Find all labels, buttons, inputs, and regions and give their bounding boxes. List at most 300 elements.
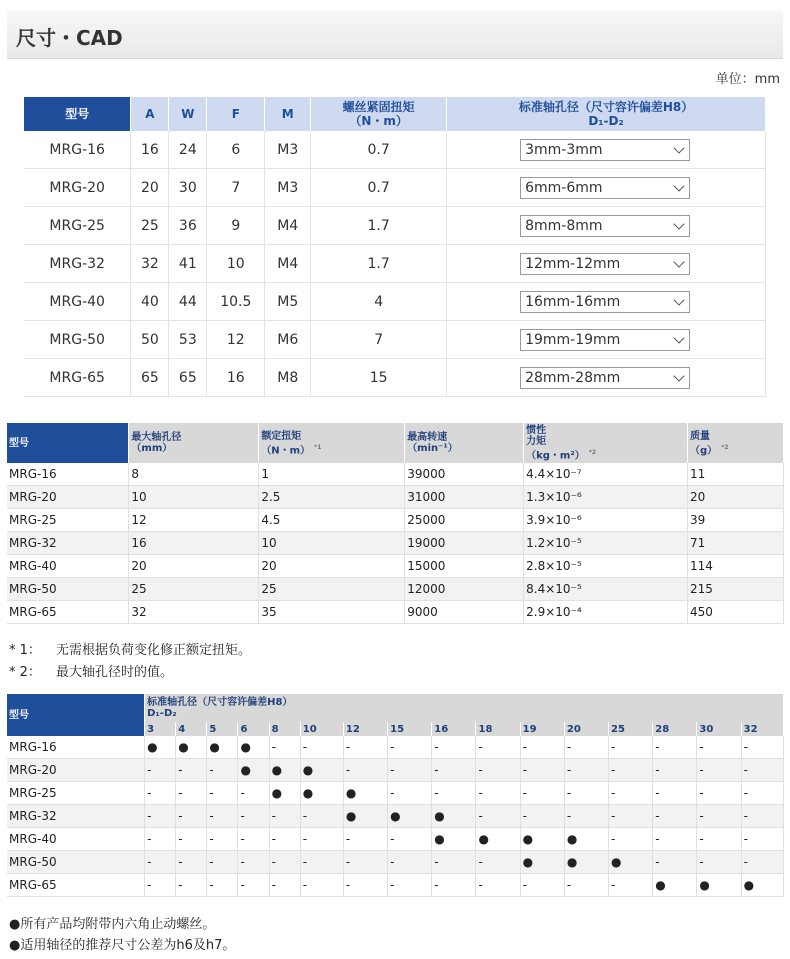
bore-size-select-value: 6mm-6mm — [525, 179, 603, 196]
footer-note-1: ●所有产品均附带内六角止动螺丝。 — [9, 917, 216, 932]
chevron-down-icon — [673, 332, 684, 343]
header-screw-torque — [311, 97, 447, 131]
dimension-table-row — [24, 169, 766, 207]
bore-availability-cell: ● — [145, 736, 176, 759]
dimension-table — [24, 97, 766, 397]
bore-availability-cell: - — [697, 736, 741, 759]
bore-availability-cell: - — [432, 759, 476, 782]
spec-table-row — [7, 509, 784, 532]
spec-table-row — [7, 578, 784, 601]
bore-availability-cell: - — [432, 851, 476, 874]
bore-availability-cell: - — [238, 828, 269, 851]
bore-availability-cell: - — [145, 874, 176, 897]
bore-size-select-value: 8mm-8mm — [525, 217, 603, 234]
spec-cell-model: MRG-32 — [7, 532, 129, 555]
chevron-down-icon — [673, 256, 684, 267]
bore-availability-cell: ● — [432, 828, 476, 851]
cell-m: M4 — [265, 245, 311, 283]
bore-availability-cell: - — [238, 782, 269, 805]
cell-screw-torque: 15 — [311, 359, 447, 397]
bore-availability-cell: - — [300, 874, 343, 897]
bore-availability-cell: - — [741, 759, 783, 782]
bore-availability-cell: - — [476, 874, 520, 897]
spec-cell-model: MRG-20 — [7, 486, 129, 509]
spec-cell-torque: 20 — [259, 555, 405, 578]
spec-cell-torque: 2.5 — [259, 486, 405, 509]
bore-size-select-value: 12mm-12mm — [525, 255, 621, 272]
bore-availability-cell: - — [343, 851, 387, 874]
spec-cell-bore: 25 — [129, 578, 259, 601]
bore-availability-cell: - — [697, 805, 741, 828]
bore-availability-cell: - — [741, 851, 783, 874]
bore-size-select[interactable] — [520, 329, 690, 351]
bore-availability-cell: ● — [300, 782, 343, 805]
cell-bore-select — [447, 207, 766, 245]
bore-availability-cell: - — [609, 736, 653, 759]
spec-header-torque — [259, 423, 405, 463]
bore-availability-cell: ● — [697, 874, 741, 897]
bore-availability-cell: - — [697, 759, 741, 782]
spec-header-mass-unit: （g） — [690, 444, 718, 456]
bore-size-header: 12 — [343, 722, 387, 736]
bore-availability-cell: - — [207, 851, 238, 874]
cell-a: 16 — [131, 131, 169, 169]
bore-table-row — [7, 759, 784, 782]
bore-cell-model: MRG-50 — [7, 851, 145, 874]
spec-header-inertia-label-b: 力矩 — [526, 436, 547, 447]
bore-availability-cell: - — [388, 828, 432, 851]
bore-availability-cell: - — [432, 736, 476, 759]
bore-availability-cell: - — [520, 759, 564, 782]
dimension-table-row — [24, 321, 766, 359]
bore-availability-cell: - — [609, 805, 653, 828]
cell-model: MRG-32 — [24, 245, 131, 283]
bore-size-header: 30 — [697, 722, 741, 736]
spec-cell-torque: 1 — [259, 463, 405, 486]
note-2 — [9, 661, 173, 680]
bore-size-select[interactable] — [520, 177, 690, 199]
bore-cell-model: MRG-65 — [7, 874, 145, 897]
bore-availability-cell: - — [564, 782, 608, 805]
bore-size-header: 15 — [388, 722, 432, 736]
bore-availability-cell: - — [343, 874, 387, 897]
cell-m: M5 — [265, 283, 311, 321]
cell-screw-torque: 0.7 — [311, 169, 447, 207]
bore-availability-cell: - — [145, 782, 176, 805]
bore-availability-cell: - — [176, 874, 207, 897]
bore-availability-cell: - — [343, 759, 387, 782]
bore-availability-cell: - — [432, 782, 476, 805]
bore-table-row — [7, 874, 784, 897]
spec-cell-mass: 39 — [688, 509, 784, 532]
bore-availability-cell: - — [388, 736, 432, 759]
bore-availability-cell: - — [520, 874, 564, 897]
spec-header-bore — [129, 423, 259, 463]
spec-cell-bore: 10 — [129, 486, 259, 509]
cell-f: 7 — [207, 169, 265, 207]
cell-w: 65 — [169, 359, 207, 397]
cell-bore-select — [447, 359, 766, 397]
spec-table-header — [7, 423, 784, 463]
bore-availability-cell: - — [653, 782, 697, 805]
bore-availability-cell: ● — [207, 736, 238, 759]
spec-table-row — [7, 555, 784, 578]
cell-screw-torque: 1.7 — [311, 245, 447, 283]
spec-header-inertia-unit: （kg・m²） — [526, 450, 585, 462]
bore-availability-cell: ● — [343, 782, 387, 805]
spec-header-mass — [688, 423, 784, 463]
bore-header-model: 型号 — [7, 694, 145, 736]
header-standard-bore-sub: D₁-D₂ — [588, 114, 624, 128]
spec-cell-bore: 16 — [129, 532, 259, 555]
cell-a: 20 — [131, 169, 169, 207]
bore-table-row — [7, 736, 784, 759]
spec-cell-model: MRG-65 — [7, 601, 129, 624]
bore-size-header: 32 — [741, 722, 783, 736]
spec-cell-model: MRG-16 — [7, 463, 129, 486]
header-standard-bore-label: 标准轴孔径（尺寸容许偏差H8） — [518, 100, 694, 114]
bore-availability-cell: - — [176, 805, 207, 828]
bore-availability-cell: - — [609, 782, 653, 805]
cell-f: 6 — [207, 131, 265, 169]
spec-cell-inertia: 1.3×10⁻⁶ — [524, 486, 688, 509]
bore-availability-cell: ● — [653, 874, 697, 897]
bore-size-header: 25 — [609, 722, 653, 736]
cell-bore-select — [447, 283, 766, 321]
cell-model: MRG-50 — [24, 321, 131, 359]
spec-cell-bore: 12 — [129, 509, 259, 532]
chevron-down-icon — [673, 180, 684, 191]
bore-cell-model: MRG-16 — [7, 736, 145, 759]
spec-table-row — [7, 463, 784, 486]
dimension-table-header — [24, 97, 766, 131]
spec-header-inertia-note: *2 — [588, 449, 597, 456]
spec-cell-mass: 71 — [688, 532, 784, 555]
bore-size-select[interactable] — [520, 367, 690, 389]
bore-cell-model: MRG-32 — [7, 805, 145, 828]
bore-size-select[interactable] — [520, 253, 690, 275]
bore-availability-cell: - — [145, 805, 176, 828]
bore-availability-cell: - — [269, 828, 300, 851]
header-f: F — [207, 97, 265, 131]
bore-availability-cell: - — [520, 736, 564, 759]
bore-table-row — [7, 805, 784, 828]
cell-f: 10.5 — [207, 283, 265, 321]
bore-availability-cell: - — [476, 759, 520, 782]
spec-cell-mass: 114 — [688, 555, 784, 578]
cell-w: 36 — [169, 207, 207, 245]
bore-availability-cell: - — [207, 874, 238, 897]
bore-size-select[interactable] — [520, 215, 690, 237]
chevron-down-icon — [673, 294, 684, 305]
cell-f: 12 — [207, 321, 265, 359]
bore-size-header: 8 — [269, 722, 300, 736]
bore-availability-cell: - — [269, 851, 300, 874]
dimension-table-row — [24, 207, 766, 245]
note-1 — [9, 639, 251, 658]
spec-cell-speed: 25000 — [405, 509, 524, 532]
bore-availability-cell: ● — [564, 851, 608, 874]
bore-availability-cell: - — [476, 782, 520, 805]
bore-availability-cell: - — [238, 874, 269, 897]
spec-table — [7, 423, 784, 624]
bore-size-select[interactable] — [520, 139, 690, 161]
bore-size-select-value: 16mm-16mm — [525, 293, 621, 310]
bore-availability-cell: - — [697, 851, 741, 874]
bore-cell-model: MRG-20 — [7, 759, 145, 782]
bore-availability-cell: - — [609, 759, 653, 782]
spec-cell-torque: 25 — [259, 578, 405, 601]
bore-availability-cell: - — [697, 782, 741, 805]
cell-a: 50 — [131, 321, 169, 359]
bore-availability-cell: - — [388, 874, 432, 897]
spec-header-mass-note: *2 — [721, 443, 729, 451]
bore-availability-cell: - — [432, 874, 476, 897]
chevron-down-icon — [673, 218, 684, 229]
spec-cell-bore: 20 — [129, 555, 259, 578]
cell-f: 9 — [207, 207, 265, 245]
header-screw-torque-unit: （N・m） — [349, 114, 408, 128]
bore-availability-cell: - — [388, 782, 432, 805]
dimension-table-row — [24, 245, 766, 283]
bore-availability-cell: ● — [269, 759, 300, 782]
cell-bore-select — [447, 169, 766, 207]
bore-size-select[interactable] — [520, 291, 690, 313]
bore-size-header: 5 — [207, 722, 238, 736]
bore-availability-cell: - — [176, 851, 207, 874]
cell-screw-torque: 0.7 — [311, 131, 447, 169]
spec-table-row — [7, 601, 784, 624]
bore-availability-cell: - — [741, 805, 783, 828]
cell-model: MRG-20 — [24, 169, 131, 207]
spec-cell-mass: 20 — [688, 486, 784, 509]
bore-availability-cell: - — [207, 782, 238, 805]
cell-screw-torque: 4 — [311, 283, 447, 321]
spec-cell-mass: 450 — [688, 601, 784, 624]
bore-size-header: 19 — [520, 722, 564, 736]
cell-w: 44 — [169, 283, 207, 321]
bore-header-title-label: 标准轴孔径（尺寸容许偏差H8） — [147, 697, 293, 708]
spec-cell-bore: 32 — [129, 601, 259, 624]
cell-a: 40 — [131, 283, 169, 321]
cell-m: M3 — [265, 169, 311, 207]
bore-size-header: 6 — [238, 722, 269, 736]
bore-size-header: 16 — [432, 722, 476, 736]
spec-cell-speed: 19000 — [405, 532, 524, 555]
bore-cell-model: MRG-25 — [7, 782, 145, 805]
unit-label: 单位：mm — [715, 72, 780, 87]
bore-availability-cell: ● — [238, 759, 269, 782]
spec-cell-model: MRG-50 — [7, 578, 129, 601]
bore-availability-cell: - — [564, 805, 608, 828]
bore-size-header: 18 — [476, 722, 520, 736]
chevron-down-icon — [673, 142, 684, 153]
spec-header-inertia-label-a: 惯性 — [526, 425, 547, 436]
cell-w: 24 — [169, 131, 207, 169]
spec-cell-model: MRG-40 — [7, 555, 129, 578]
bore-availability-cell: - — [300, 805, 343, 828]
bore-availability-cell: - — [145, 828, 176, 851]
bore-availability-cell: - — [269, 736, 300, 759]
header-standard-bore — [447, 97, 766, 131]
bore-availability-cell: - — [609, 874, 653, 897]
cell-m: M4 — [265, 207, 311, 245]
bore-availability-cell: - — [476, 851, 520, 874]
bore-availability-cell: ● — [564, 828, 608, 851]
bore-size-select-value: 3mm-3mm — [525, 141, 603, 158]
bore-header-subtitle: D₁-D₂ — [147, 708, 177, 719]
cell-screw-torque: 7 — [311, 321, 447, 359]
cell-w: 53 — [169, 321, 207, 359]
cell-screw-torque: 1.7 — [311, 207, 447, 245]
spec-cell-model: MRG-25 — [7, 509, 129, 532]
bore-availability-cell: - — [388, 759, 432, 782]
bore-availability-cell: - — [207, 759, 238, 782]
bore-availability-cell: - — [176, 828, 207, 851]
spec-cell-speed: 15000 — [405, 555, 524, 578]
spec-header-bore-unit: （mm） — [131, 443, 173, 455]
spec-cell-torque: 10 — [259, 532, 405, 555]
spec-cell-inertia: 4.4×10⁻⁷ — [524, 463, 688, 486]
spec-header-model: 型号 — [7, 423, 129, 463]
bore-availability-cell: - — [343, 828, 387, 851]
bore-availability-cell: ● — [609, 851, 653, 874]
spec-cell-inertia: 8.4×10⁻⁵ — [524, 578, 688, 601]
chevron-down-icon — [673, 370, 684, 381]
cell-model: MRG-65 — [24, 359, 131, 397]
bore-availability-cell: - — [741, 828, 783, 851]
header-model: 型号 — [24, 97, 131, 131]
cell-f: 16 — [207, 359, 265, 397]
dimension-table-row — [24, 131, 766, 169]
bore-table — [7, 694, 784, 897]
bore-availability-cell: - — [207, 805, 238, 828]
cell-bore-select — [447, 321, 766, 359]
spec-header-mass-label: 质量 — [690, 430, 711, 442]
spec-header-inertia — [524, 423, 688, 463]
bore-availability-cell: - — [238, 851, 269, 874]
spec-cell-torque: 35 — [259, 601, 405, 624]
cell-m: M8 — [265, 359, 311, 397]
bore-availability-cell: - — [741, 736, 783, 759]
section-title: 尺寸・CAD — [16, 26, 123, 50]
bore-availability-cell: - — [388, 851, 432, 874]
cell-model: MRG-40 — [24, 283, 131, 321]
cell-bore-select — [447, 131, 766, 169]
bore-size-select-value: 19mm-19mm — [525, 331, 621, 348]
cell-w: 41 — [169, 245, 207, 283]
bore-availability-cell: - — [269, 874, 300, 897]
bore-table-row — [7, 782, 784, 805]
spec-table-row — [7, 486, 784, 509]
bore-availability-cell: - — [653, 828, 697, 851]
bore-availability-cell: - — [653, 851, 697, 874]
spec-cell-inertia: 2.9×10⁻⁴ — [524, 601, 688, 624]
bore-availability-cell: - — [653, 736, 697, 759]
bore-availability-cell: - — [300, 828, 343, 851]
spec-cell-inertia: 3.9×10⁻⁶ — [524, 509, 688, 532]
cell-w: 30 — [169, 169, 207, 207]
cell-a: 32 — [131, 245, 169, 283]
bore-availability-cell: ● — [176, 736, 207, 759]
bore-availability-cell: - — [176, 759, 207, 782]
bore-size-header: 28 — [653, 722, 697, 736]
bore-availability-cell: - — [476, 805, 520, 828]
bore-table-row — [7, 851, 784, 874]
dimension-table-row — [24, 283, 766, 321]
note-2-text: 最大轴孔径时的值。 — [56, 665, 174, 680]
cell-model: MRG-25 — [24, 207, 131, 245]
note-1-text: 无需根据负荷变化修正额定扭矩。 — [56, 643, 252, 658]
bore-table-row — [7, 828, 784, 851]
bore-size-header: 10 — [300, 722, 343, 736]
cell-a: 65 — [131, 359, 169, 397]
bore-availability-cell: ● — [741, 874, 783, 897]
bore-availability-cell: - — [564, 874, 608, 897]
footer-note-2: ●适用轴径的推荐尺寸公差为h6及h7。 — [9, 938, 236, 953]
bore-availability-cell: ● — [520, 828, 564, 851]
bore-availability-cell: ● — [432, 805, 476, 828]
bore-size-header: 20 — [564, 722, 608, 736]
bore-availability-cell: - — [300, 851, 343, 874]
spec-cell-speed: 31000 — [405, 486, 524, 509]
bore-cell-model: MRG-40 — [7, 828, 145, 851]
spec-cell-speed: 39000 — [405, 463, 524, 486]
bore-availability-cell: ● — [388, 805, 432, 828]
bore-availability-cell: - — [741, 782, 783, 805]
cell-bore-select — [447, 245, 766, 283]
bore-availability-cell: ● — [343, 805, 387, 828]
spec-table-row — [7, 532, 784, 555]
header-screw-torque-label: 螺丝紧固扭矩 — [342, 100, 415, 114]
note-1-key: * 1： — [9, 643, 41, 658]
spec-header-speed-unit: （min⁻¹） — [407, 443, 458, 455]
bore-availability-cell: - — [300, 736, 343, 759]
header-w: W — [169, 97, 207, 131]
section-header — [7, 11, 783, 59]
cell-a: 25 — [131, 207, 169, 245]
bore-availability-cell: - — [343, 736, 387, 759]
spec-cell-inertia: 1.2×10⁻⁵ — [524, 532, 688, 555]
spec-cell-inertia: 2.8×10⁻⁵ — [524, 555, 688, 578]
cell-m: M6 — [265, 321, 311, 359]
bore-availability-cell: ● — [269, 782, 300, 805]
bore-size-header: 3 — [145, 722, 176, 736]
bore-availability-cell: - — [269, 805, 300, 828]
note-2-key: * 2： — [9, 665, 41, 680]
cell-model: MRG-16 — [24, 131, 131, 169]
bore-availability-cell: ● — [476, 828, 520, 851]
bore-header-title — [145, 694, 784, 722]
bore-availability-cell: - — [145, 759, 176, 782]
spec-cell-mass: 11 — [688, 463, 784, 486]
bore-availability-cell: - — [145, 851, 176, 874]
spec-cell-bore: 8 — [129, 463, 259, 486]
spec-header-speed — [405, 423, 524, 463]
bore-availability-cell: ● — [520, 851, 564, 874]
bore-availability-cell: - — [520, 805, 564, 828]
bore-table-header — [7, 694, 784, 722]
spec-cell-speed: 12000 — [405, 578, 524, 601]
bore-availability-cell: ● — [300, 759, 343, 782]
bore-availability-cell: - — [564, 736, 608, 759]
spec-cell-mass: 215 — [688, 578, 784, 601]
bore-availability-cell: - — [238, 805, 269, 828]
bore-availability-cell: - — [609, 828, 653, 851]
header-a: A — [131, 97, 169, 131]
cell-m: M3 — [265, 131, 311, 169]
bore-availability-cell: - — [207, 828, 238, 851]
